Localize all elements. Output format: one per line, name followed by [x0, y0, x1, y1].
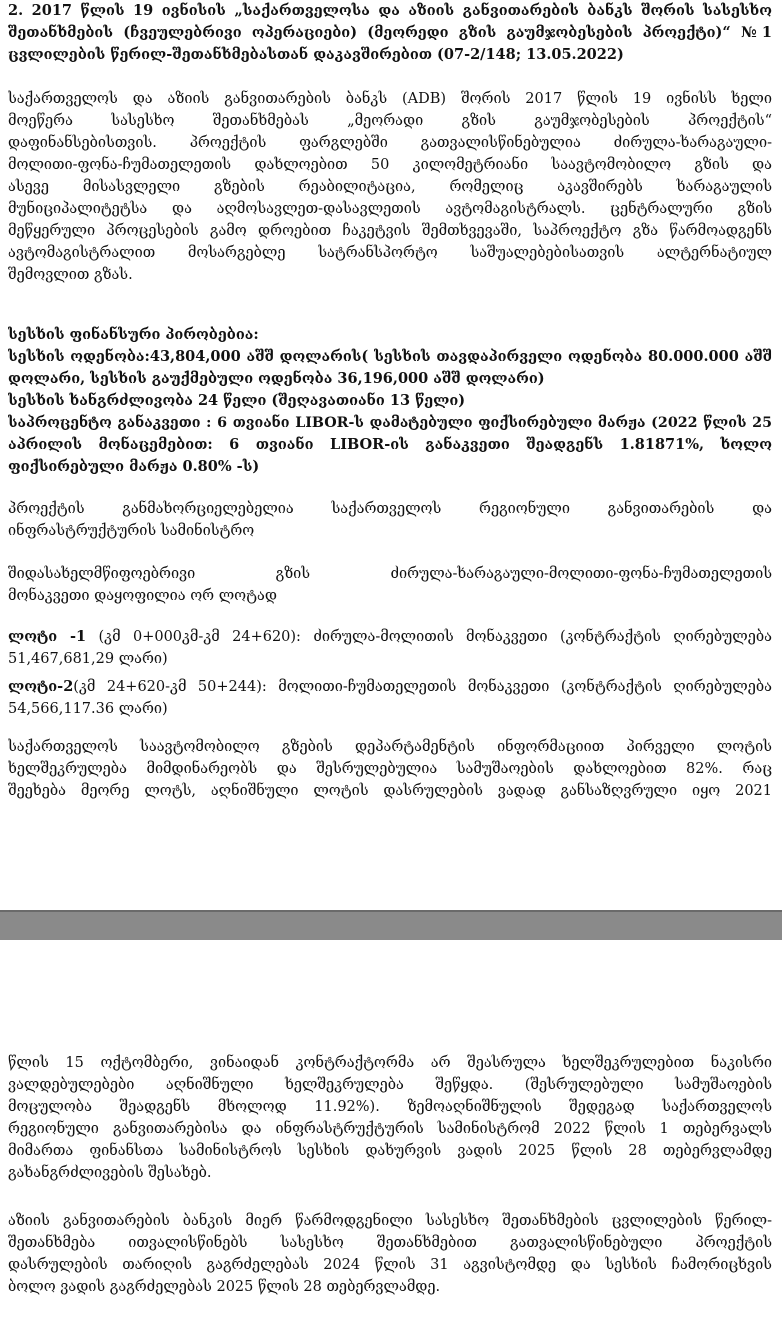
status-cont-line: მიმართა ფინანსთა სამინისტროს სესხის დახურვის ვადის 2025 წლის 28 თებერვლამდე	[8, 1143, 772, 1159]
intro-paragraph	[8, 88, 772, 286]
heading-line: 2. 2017 წლის 19 ივნისის „საქართველოსა და აზიის განვითარების ბანკს შორის სასესხო	[8, 2, 772, 19]
road-split-line: შიდასახელმწიფოებრივი გზის ძირულა-ხარაგაული-მოლითი-ფონა-ჩუმათელეთის	[8, 566, 772, 582]
lot-2-detail: (კმ 24+620-კმ 50+244): მოლითი-ჩუმათელეთის მონაკვეთი (კონტრაქტის ღირებულება	[73, 679, 772, 695]
page-separator	[0, 910, 782, 940]
intro-line: მოლითი-ფონა-ჩუმათელეთის დახლოებით 50 კილომეტრიანი საავტომობილო გზის და	[8, 157, 772, 173]
closing-paragraph	[8, 1210, 772, 1298]
status-paragraph	[8, 736, 772, 802]
road-split-line: მონაკვეთი დაყოფილია ორ ლოტად	[8, 588, 277, 604]
interest-rate-line: საპროცენტო განაკვეთი : 6 თვიანი LIBOR-ს დამატებული ფიქსირებული მარჟა (2022 წლის 25	[8, 415, 772, 431]
document-page-2	[0, 940, 782, 1321]
implementer-line: ინფრასტრუქტურის სამინისტრო	[8, 523, 255, 539]
status-line: შეეხება მეორე ლოტს, აღნიშნული ლოტის დასრულების ვადად განსაზღვრული იყო 2021	[8, 783, 772, 799]
interest-rate-line: ფიქსირებული მარჟა 0.80% -ს)	[8, 458, 260, 475]
lot-2-line	[8, 676, 772, 698]
status-line: ხელშეკრულება მიმდინარეობს და შესრულებულია სამუშაოების დახლოებით 82%. რაც	[8, 761, 772, 777]
intro-line: მუნიციპალიტეტსა და აღმოსავლეთ-დასავლეთის ავტომაგისტრალს. ცენტრალური გზის	[8, 201, 772, 217]
intro-line: ასევე მისასვლელი გზების რეაბილიტაცია, რომელიც აკავშირებს ხარაგაულის	[8, 179, 772, 195]
loan-duration: სესხის ხანგრძლივობა 24 წელი (შეღავათიანი 13 წელი)	[8, 392, 466, 409]
status-cont-line: რეგიონული განვითარებისა და ინფრასტრუქტურის სამინისტრომ 2022 წლის 1 თებერვალს	[8, 1121, 772, 1137]
intro-line: საქართველოს და აზიის განვითარების ბანკს (ADB) შორის 2017 წლის 19 ივნისს ხელი	[8, 91, 772, 107]
status-cont-line: მოცულობა შეადგენს მხოლოდ 11.92%). ზემოაღნიშნულის შედეგად საქართველოს	[8, 1099, 772, 1115]
implementer-line: პროექტის განმახორციელებელია საქართველოს რეგიონული განვითარების და	[8, 501, 772, 517]
intro-line: მოეწერა სასესხო შეთანხმებას „მეორადი გზის გაუმჯობესების პროექტის“	[8, 113, 772, 129]
closing-line: დასრულების თარიღის გაგრძელებას 2024 წლის 31 აგვისტომდე და სესხის ჩამორიცხვის	[8, 1257, 772, 1273]
section-heading	[8, 0, 772, 66]
lot-1-value: 51,467,681,29 ლარი)	[8, 651, 168, 667]
loan-amount-line: დოლარი, სესხის გაუქმებული ოდენობა 36,196,000 აშშ დოლარი)	[8, 370, 545, 387]
intro-line: შემოვლით გზას.	[8, 267, 133, 283]
lot-2	[8, 676, 772, 720]
intro-line: ავტომაგისტრალით მოსარგებლე სატრანსპორტო საშუალებებისათვის ალტერნატიულ	[8, 245, 772, 261]
interest-rate-line: აპრილის მონაცემებით: 6 თვიანი LIBOR-ის განაკვეთი შეადგენს 1.81871%, ხოლო	[8, 436, 772, 453]
lot-1-label: ლოტი -1	[8, 628, 87, 645]
intro-line: მეწყერული პროცესების გამო დროებით ჩაკეტვის შემთხვევაში, საპროექტო გზა წარმოადგენს	[8, 223, 772, 239]
lot-1	[8, 626, 772, 670]
road-split-paragraph	[8, 563, 772, 607]
lot-1-line	[8, 626, 772, 648]
status-continuation	[8, 1052, 772, 1184]
loan-terms-title: სესხის ფინანსური პირობებია:	[8, 326, 259, 343]
loan-amount-line: სესხის ოდენობა:43,804,000 აშშ დოლარის( სესხის თავდაპირველი ოდენობა 80.000.000 აშშ	[8, 348, 772, 365]
implementer-paragraph	[8, 498, 772, 542]
closing-line: შეთანხმება ითვალისწინებს სასესხო შეთანხმებით გათვალისწინებული პროექტის	[8, 1235, 772, 1251]
lot-1-detail: (კმ 0+000კმ-კმ 24+620): ძირულა-მოლითის მონაკვეთი (კონტრაქტის ღირებულება	[86, 629, 772, 645]
status-cont-line: გახანგრძლივების შესახებ.	[8, 1165, 212, 1181]
lot-2-label: ლოტი-2	[8, 678, 74, 695]
status-line: საქართველოს საავტომობილო გზების დეპარტამენტის ინფორმაციით პირველი ლოტის	[8, 739, 772, 755]
loan-terms	[8, 324, 772, 478]
intro-line: დაფინანსებისთვის. პროექტის ფარგლებში გათვალისწინებულია ძირულა-ხარაგაული-	[8, 135, 772, 151]
heading-line: შეთანხმების (ჩვეულებრივი ოპერაციები) (მეორედი გზის გაუმჯობესების პროექტი)“ №1	[8, 24, 772, 41]
closing-line: ბოლო ვადის გაგრძელებას 2025 წლის 28 თებერვლამდე.	[8, 1279, 441, 1295]
status-cont-line: წლის 15 ოქტომბერი, ვინაიდან კონტრაქტორმა არ შეასრულა ხელშეკრულებით ნაკისრი	[8, 1055, 772, 1071]
closing-line: აზიის განვითარების ბანკის მიერ წარმოდგენილი სასესხო შეთანხმების ცვლილების წერილ-	[8, 1213, 772, 1229]
lot-2-value: 54,566,117.36 ლარი)	[8, 701, 168, 717]
heading-line: ცვლილების წერილ-შეთანხმებასთან დაკავშირებით (07-2/148; 13.05.2022)	[8, 46, 624, 63]
status-cont-line: ვალდებულებები აღნიშნული ხელშეკრულება შეწყდა. (შესრულებული სამუშაოების	[8, 1077, 772, 1093]
